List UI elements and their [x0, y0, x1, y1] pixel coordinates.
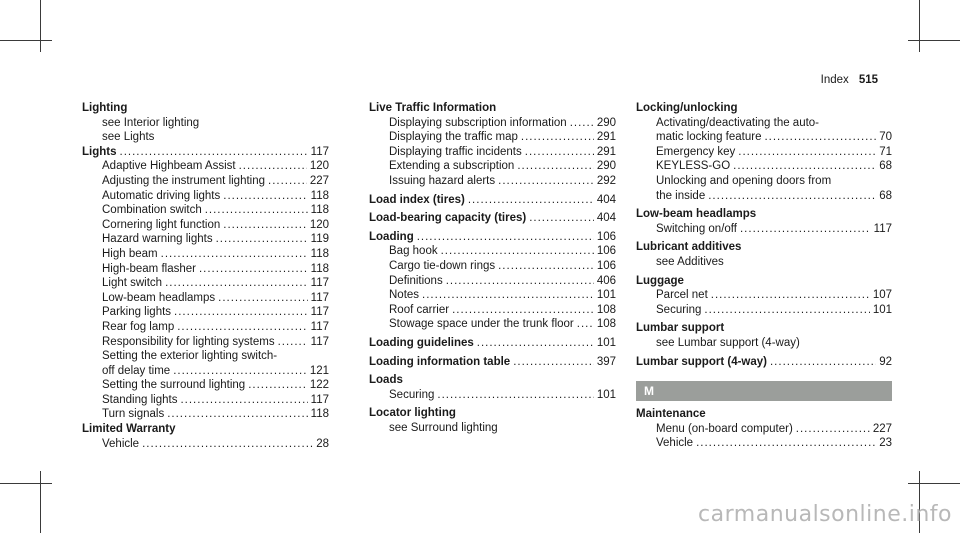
page-reference[interactable]: 101 — [872, 303, 892, 316]
entry-text: Notes — [389, 289, 420, 302]
entry-text: Roof carrier — [389, 303, 450, 316]
leader-dots — [173, 364, 307, 379]
entry-text: Loading guidelines — [369, 336, 474, 349]
index-heading — [369, 406, 616, 421]
header-title: Index — [820, 74, 849, 86]
entry-text: see Surround lighting — [389, 421, 498, 434]
index-subentry — [82, 247, 329, 262]
index-heading — [369, 230, 616, 245]
index-subentry — [369, 303, 616, 318]
leader-dots — [708, 189, 876, 204]
entry-text: Loads — [369, 374, 403, 387]
leader-dots — [498, 174, 594, 189]
entry-text: Maintenance — [636, 408, 706, 421]
page-reference[interactable]: 117 — [310, 335, 329, 348]
crop-mark — [40, 0, 41, 52]
leader-dots — [796, 422, 870, 437]
leader-dots — [738, 145, 876, 160]
leader-dots — [278, 335, 308, 350]
index-subentry — [82, 116, 329, 131]
page-reference[interactable]: 118 — [310, 247, 329, 260]
index-subentry — [636, 288, 892, 303]
page-reference[interactable]: 23 — [879, 437, 892, 450]
entry-text: KEYLESS-GO — [656, 160, 731, 173]
leader-dots — [223, 218, 307, 233]
index-heading — [369, 336, 616, 351]
entry-text: Lumbar support — [636, 322, 725, 335]
leader-dots — [513, 355, 594, 370]
entry-text: Limited Warranty — [82, 423, 176, 436]
leader-dots — [142, 437, 313, 452]
entry-text: Switching on/off — [656, 222, 737, 235]
entry-text: Hazard warning lights — [102, 233, 213, 246]
entry-text: Menu (on-board computer) — [656, 422, 793, 435]
page-reference[interactable]: 101 — [596, 289, 616, 302]
index-subentry — [369, 388, 616, 403]
page-reference[interactable]: 117 — [873, 222, 892, 235]
index-subentry — [82, 349, 329, 364]
index-subentry — [636, 145, 892, 160]
index-subentry — [82, 393, 329, 408]
leader-dots — [521, 130, 594, 145]
leader-dots — [468, 193, 594, 208]
entry-text: Locator lighting — [369, 407, 456, 420]
page-reference[interactable]: 28 — [316, 437, 329, 450]
index-heading — [369, 101, 616, 116]
index-heading — [636, 101, 892, 116]
index-subentry — [636, 422, 892, 437]
leader-dots — [733, 159, 876, 174]
entry-text: Locking/unlocking — [636, 102, 738, 114]
entry-text: Securing — [656, 303, 702, 316]
index-subentry — [82, 218, 329, 233]
index-subentry — [369, 259, 616, 274]
entry-text: Lubricant additives — [636, 241, 742, 254]
index-subentry — [369, 159, 616, 174]
page-reference[interactable]: 120 — [309, 218, 329, 231]
entry-text: Setting the surround lighting — [102, 379, 246, 392]
index-subentry — [369, 116, 616, 131]
leader-dots — [770, 355, 876, 370]
entry-text: Cornering light function — [102, 218, 221, 231]
entry-text: Lighting — [82, 102, 128, 114]
index-subentry — [82, 407, 329, 422]
page-number: 515 — [858, 74, 878, 86]
leader-dots — [437, 388, 593, 403]
index-heading — [636, 207, 892, 222]
index-column-1 — [82, 101, 329, 451]
page-reference[interactable]: 117 — [310, 145, 329, 158]
page-reference[interactable]: 227 — [309, 174, 329, 187]
entry-text: High-beam flasher — [102, 262, 196, 275]
page-reference[interactable]: 227 — [872, 422, 892, 435]
leader-dots — [570, 116, 594, 131]
index-subentry — [82, 320, 329, 335]
entry-text: Lumbar support (4-way) — [636, 355, 767, 368]
page-reference[interactable]: 68 — [879, 160, 892, 173]
page-reference[interactable]: 71 — [879, 145, 892, 158]
leader-dots — [529, 211, 594, 226]
leader-dots — [248, 378, 307, 393]
index-subentry — [636, 189, 892, 204]
leader-dots — [216, 232, 308, 247]
leader-dots — [239, 159, 307, 174]
entry-text: Adaptive Highbeam Assist — [102, 160, 236, 173]
entry-text: Emergency key — [656, 145, 736, 158]
leader-dots — [525, 145, 594, 160]
leader-dots — [477, 336, 594, 351]
index-subentry — [82, 291, 329, 306]
entry-text: Responsibility for lighting systems — [102, 335, 275, 348]
entry-text: see Additives — [656, 255, 724, 268]
index-heading — [369, 373, 616, 388]
index-subentry — [636, 222, 892, 237]
leader-dots — [711, 288, 870, 303]
leader-dots — [441, 244, 594, 259]
crop-mark — [908, 483, 960, 484]
leader-dots — [764, 130, 876, 145]
index-subentry — [82, 203, 329, 218]
page-reference[interactable]: 101 — [596, 336, 616, 349]
index-subentry — [82, 378, 329, 393]
watermark: carmanualsonline.info — [698, 502, 952, 527]
index-heading — [636, 321, 892, 336]
leader-dots — [218, 291, 308, 306]
entry-text: Activating/deactivating the auto- — [656, 116, 820, 129]
entry-text: Displaying traffic incidents — [389, 145, 522, 158]
crop-mark — [908, 40, 960, 41]
section-letter-bar: M — [636, 381, 892, 401]
entry-text: see Lumbar support (4-way) — [656, 336, 800, 349]
leader-dots — [165, 276, 308, 291]
page-reference[interactable]: 117 — [310, 291, 329, 304]
index-heading — [636, 407, 892, 422]
entry-text: Vehicle — [102, 437, 140, 450]
index-subentry — [369, 421, 616, 436]
index-subentry — [369, 130, 616, 145]
entry-text: Rear fog lamp — [102, 320, 175, 333]
leader-dots — [120, 145, 308, 160]
page-reference[interactable]: 121 — [309, 364, 329, 377]
index-subentry — [82, 335, 329, 350]
page-reference[interactable]: 68 — [879, 189, 892, 202]
index-heading — [636, 355, 892, 370]
index-subentry — [82, 232, 329, 247]
page-reference[interactable]: 70 — [879, 131, 892, 144]
leader-dots — [498, 259, 594, 274]
index-subentry — [82, 262, 329, 277]
entry-text: Parcel net — [656, 289, 708, 302]
page-reference[interactable]: 106 — [596, 259, 616, 272]
leader-dots — [696, 436, 876, 451]
entry-text: Bag hook — [389, 245, 438, 258]
index-subentry — [369, 244, 616, 259]
page-reference[interactable]: 404 — [596, 212, 616, 225]
index-heading — [82, 145, 329, 160]
leader-dots — [417, 230, 594, 245]
entry-text: Turn signals — [102, 408, 165, 421]
index-heading — [636, 274, 892, 289]
page-reference[interactable]: 404 — [596, 193, 616, 206]
entry-text: Displaying subscription information — [389, 116, 567, 129]
entry-text: Low-beam headlamps — [102, 291, 216, 304]
index-subentry — [82, 305, 329, 320]
index-heading — [636, 240, 892, 255]
index-subentry — [636, 116, 892, 131]
entry-text: Securing — [389, 388, 435, 401]
entry-text: Stowage space under the trunk floor — [389, 318, 574, 331]
leader-dots — [161, 247, 308, 262]
page-reference[interactable]: 106 — [596, 245, 616, 258]
leader-dots — [740, 222, 871, 237]
leader-dots — [167, 407, 307, 422]
crop-mark — [0, 40, 52, 41]
page-reference[interactable]: 291 — [596, 131, 616, 144]
page-reference[interactable]: 101 — [596, 388, 616, 401]
index-heading — [369, 193, 616, 208]
index-subentry — [82, 364, 329, 379]
leader-dots — [517, 159, 594, 174]
page-reference[interactable]: 118 — [310, 189, 329, 202]
index-subentry — [82, 437, 329, 452]
entry-text: Loading — [369, 230, 414, 243]
page-reference[interactable]: 118 — [310, 262, 329, 275]
page-reference[interactable]: 106 — [596, 230, 616, 243]
crop-mark — [919, 0, 920, 52]
entry-text: Vehicle — [656, 437, 694, 450]
entry-text: matic locking feature — [656, 131, 762, 144]
crop-mark — [40, 471, 41, 533]
page-reference[interactable]: 108 — [596, 318, 616, 331]
index-subentry — [636, 174, 892, 189]
index-subentry — [636, 255, 892, 270]
leader-dots — [177, 320, 307, 335]
leader-dots — [268, 174, 307, 189]
index-heading — [82, 422, 329, 437]
entry-text: see Interior lighting — [102, 116, 200, 129]
entry-text: Issuing hazard alerts — [389, 174, 496, 187]
index-subentry — [82, 130, 329, 145]
index-subentry — [369, 274, 616, 289]
page-reference[interactable]: 291 — [596, 145, 616, 158]
page-reference[interactable]: 117 — [310, 277, 329, 290]
page-reference[interactable]: 292 — [596, 174, 616, 187]
leader-dots — [446, 274, 594, 289]
entry-text: Luggage — [636, 274, 684, 287]
entry-text: Load index (tires) — [369, 193, 465, 206]
entry-text: Low-beam headlamps — [636, 208, 757, 221]
leader-dots — [452, 303, 594, 318]
index-subentry — [82, 189, 329, 204]
entry-text: Light switch — [102, 277, 163, 290]
page-reference[interactable]: 290 — [596, 160, 616, 173]
index-subentry — [369, 145, 616, 160]
page-reference[interactable]: 120 — [309, 160, 329, 173]
leader-dots — [199, 262, 308, 277]
index-subentry — [636, 130, 892, 145]
leader-dots — [174, 305, 308, 320]
index-subentry — [369, 317, 616, 332]
page-reference[interactable]: 397 — [596, 355, 616, 368]
page-reference[interactable]: 122 — [309, 379, 329, 392]
entry-text: Lights — [82, 145, 117, 158]
entry-text: Cargo tie-down rings — [389, 259, 496, 272]
entry-text: see Lights — [102, 131, 155, 144]
leader-dots — [704, 303, 869, 318]
index-heading — [369, 211, 616, 226]
index-subentry — [636, 436, 892, 451]
entry-text: Setting the exterior lighting switch- — [102, 350, 278, 363]
entry-text: Live Traffic Information — [369, 102, 497, 114]
leader-dots — [577, 317, 594, 332]
entry-text: Load-bearing capacity (tires) — [369, 212, 527, 225]
page-reference[interactable]: 117 — [310, 306, 329, 319]
page-reference[interactable]: 117 — [310, 393, 329, 406]
entry-text: the inside — [656, 189, 706, 202]
index-subentry — [636, 336, 892, 351]
index-heading — [82, 101, 329, 116]
page-reference[interactable]: 290 — [596, 116, 616, 129]
page-reference[interactable]: 117 — [310, 320, 329, 333]
entry-text: Extending a subscription — [389, 160, 515, 173]
page-reference[interactable]: 118 — [310, 204, 329, 217]
entry-text: High beam — [102, 247, 158, 260]
leader-dots — [223, 189, 307, 204]
page-reference[interactable]: 119 — [310, 233, 329, 246]
crop-mark — [0, 483, 52, 484]
page-reference[interactable]: 406 — [596, 274, 616, 287]
page-reference[interactable]: 92 — [879, 355, 892, 368]
entry-text: Unlocking and opening doors from — [656, 174, 832, 187]
entry-text: Loading information table — [369, 355, 511, 368]
entry-text: Definitions — [389, 274, 443, 287]
leader-dots — [422, 288, 594, 303]
index-subentry — [369, 288, 616, 303]
page-reference[interactable]: 108 — [596, 303, 616, 316]
index-subentry — [82, 159, 329, 174]
index-subentry — [82, 276, 329, 291]
page-header — [821, 74, 878, 86]
index-heading — [369, 355, 616, 370]
index-column-2 — [369, 101, 616, 435]
entry-text: Automatic driving lights — [102, 189, 221, 202]
entry-text: Adjusting the instrument lighting — [102, 174, 266, 187]
page-reference[interactable]: 118 — [310, 408, 329, 421]
index-subentry — [82, 174, 329, 189]
entry-text: Combination switch — [102, 204, 202, 217]
entry-text: Parking lights — [102, 306, 172, 319]
leader-dots — [205, 203, 308, 218]
index-column-3 — [636, 101, 892, 451]
entry-text: Standing lights — [102, 393, 178, 406]
index-subentry — [636, 303, 892, 318]
leader-dots — [180, 393, 307, 408]
entry-text: Displaying the traffic map — [389, 131, 518, 144]
page-reference[interactable]: 107 — [872, 289, 892, 302]
entry-text: off delay time — [102, 364, 171, 377]
index-subentry — [636, 159, 892, 174]
index-subentry — [369, 174, 616, 189]
